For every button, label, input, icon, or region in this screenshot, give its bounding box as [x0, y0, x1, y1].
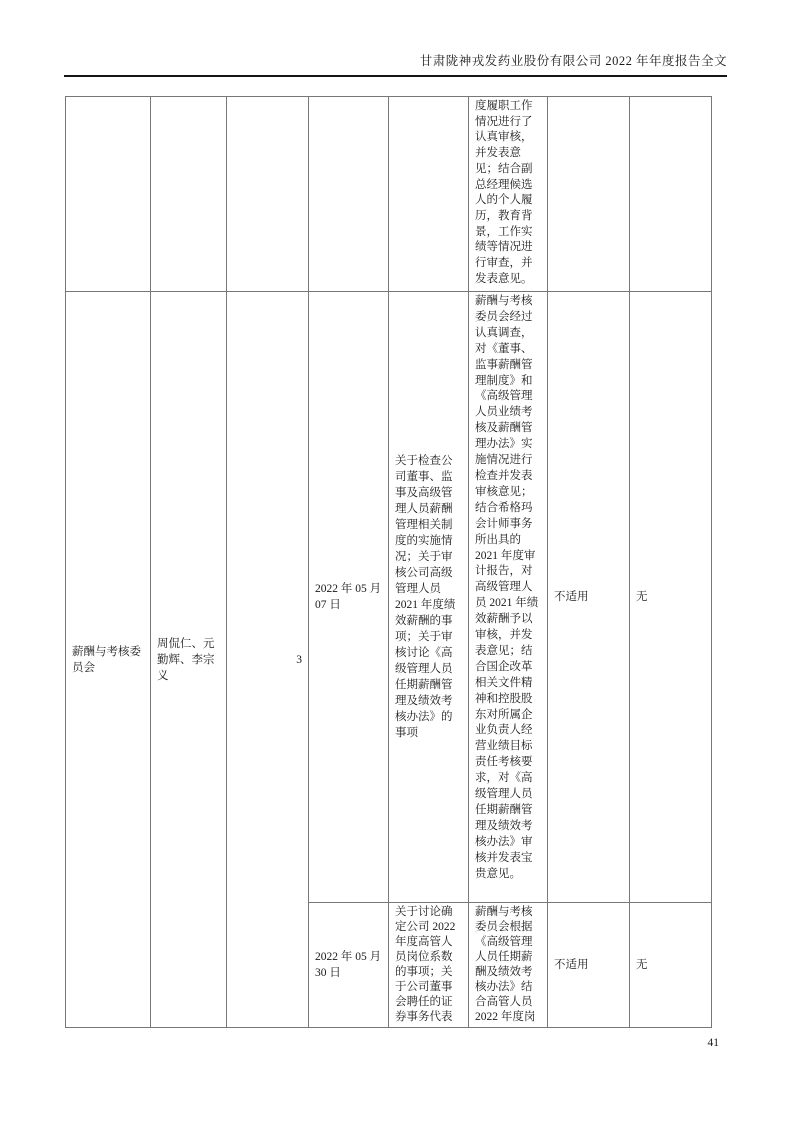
cell-opinion-carryover	[469, 97, 548, 292]
cell-empty	[548, 97, 630, 292]
cell-remarks	[630, 903, 712, 1028]
meeting-topics-text: 关于检查公司董事、监事及高级管理人员薪酬管理相关制度的实施情况；关于审核公司高级管理人员 2021 年度绩效薪酬的事项；关于审核讨论《高级管理人员任期薪酬管理及绩效考核办法》的事项	[395, 455, 456, 739]
objection-text: 不适用	[554, 959, 589, 971]
cell-members	[151, 292, 227, 1028]
cell-meeting-date	[309, 903, 389, 1028]
cell-meeting-topics	[389, 292, 469, 903]
cell-empty	[630, 97, 712, 292]
cell-meeting-opinion	[469, 903, 548, 1028]
committee-meetings-table	[65, 96, 712, 1028]
cell-empty	[66, 97, 151, 292]
cell-remarks	[630, 292, 712, 903]
cell-empty	[389, 97, 469, 292]
members-text: 周侃仁、元勤辉、李宗义	[157, 637, 215, 682]
meeting-opinion-text: 薪酬与考核委员会根据《高级管理人员任期薪酬及绩效考核办法》结合高管人员 2022 年度岗	[475, 906, 536, 1023]
meeting-opinion-text: 薪酬与考核委员会经过认真调查，对《董事、监事薪酬管理制度》和《高级管理人员业绩考核及薪酬管理办法》实施情况进行检查并发表审核意见；结合希格玛会计师事务所出具的 2021 年度审计报告，对高级管理人员 2021 年绩效薪酬予以审核，并发表意见；结合国企改革相关文件精神和控股股东对所属企业负责人经营业绩目标责任考核要求，对《高级管理人员任期薪酬管理及绩效考核办法》审核并发表宝贵意见。	[475, 295, 539, 880]
cell-empty	[151, 97, 227, 292]
cell-empty	[227, 97, 309, 292]
remarks-text: 无	[636, 591, 648, 603]
page-header-title: 甘肃陇神戎发药业股份有限公司 2022 年年度报告全文	[419, 54, 727, 68]
cell-meeting-opinion	[469, 292, 548, 903]
table-row-carryover	[66, 97, 712, 292]
cell-objection	[548, 292, 630, 903]
meeting-topics-text: 关于讨论确定公司 2022 年度高管人员岗位系数的事项；关于公司董事会聘任的证券事务代表	[395, 906, 456, 1023]
cell-objection	[548, 903, 630, 1028]
cell-meeting-count	[227, 292, 309, 1028]
table-row-meeting-1	[66, 292, 712, 903]
meeting-count-text: 3	[296, 653, 302, 666]
cell-meeting-date	[309, 292, 389, 903]
header-divider	[64, 75, 727, 77]
opinion-carryover-text: 度履职工作情况进行了认真审核，并发表意见；结合副总经理候选人的个人履历，教育背景，工作实绩等情况进行审查，并发表意见。	[475, 100, 533, 285]
cell-meeting-topics	[389, 903, 469, 1028]
cell-empty	[309, 97, 389, 292]
meeting-date-text: 2022 年 05 月 30 日	[315, 951, 382, 979]
page-number: 41	[707, 1037, 719, 1049]
remarks-text: 无	[636, 959, 648, 971]
objection-text: 不适用	[554, 591, 589, 603]
cell-committee-name	[66, 292, 151, 1028]
committee-name-text: 薪酬与考核委员会	[72, 645, 141, 674]
meeting-date-text: 2022 年 05 月 07 日	[315, 583, 382, 611]
